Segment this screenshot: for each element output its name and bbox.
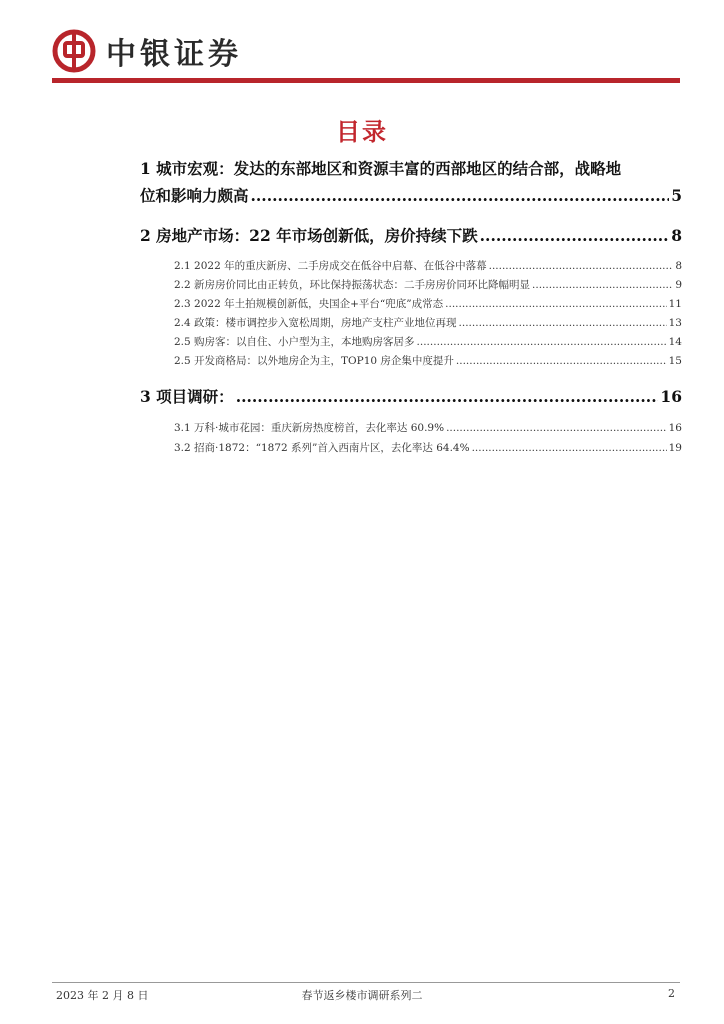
- toc-subsection-title: 2.2 新房房价同比由正转负，环比保持振荡状态：二手房房价同环比降幅明显: [174, 279, 531, 291]
- toc-subsection-2-3[interactable]: [174, 296, 682, 311]
- toc-section-3-page: 16: [660, 387, 682, 406]
- toc-subsection-title: 3.2 招商·1872：“1872 系列”首入西南片区，去化率达 64.4%: [174, 442, 470, 454]
- toc-section-2-title: 2 房地产市场：22 年市场创新低，房价持续下跌: [140, 226, 478, 245]
- toc-section-1-line2: 位和影响力颇高: [140, 186, 249, 205]
- footer-rule: [52, 982, 680, 983]
- toc-subsection-page: 11: [668, 298, 682, 310]
- toc-section-3-title: 3 项目调研：: [140, 387, 234, 406]
- toc-subsection-3-2[interactable]: [174, 440, 682, 455]
- toc-subsection-title: 2.5 开发商格局：以外地房企为主，TOP10 房企集中度提升: [174, 355, 454, 367]
- toc-subsection-2-4[interactable]: [174, 315, 682, 330]
- toc-leader-dots: [480, 226, 670, 245]
- toc-section-1[interactable]: [140, 184, 682, 206]
- toc-leader-dots: [445, 298, 666, 310]
- bank-of-china-logo-icon: [52, 29, 96, 73]
- toc-subsection-2-2[interactable]: [174, 277, 682, 292]
- toc-subsection-page: 8: [675, 260, 682, 272]
- toc-subsection-2-6[interactable]: [174, 353, 682, 368]
- toc-subsection-page: 15: [668, 355, 682, 367]
- toc-subsection-page: 19: [668, 442, 682, 454]
- toc-subsection-page: 14: [668, 336, 682, 348]
- toc-leader-dots: [459, 317, 667, 329]
- toc-subsection-page: 16: [668, 422, 682, 434]
- toc-leader-dots: [251, 186, 670, 205]
- toc-section-2-page: 8: [671, 226, 682, 245]
- toc-subsection-title: 2.5 购房客：以自住、小户型为主，本地购房客居多: [174, 336, 415, 348]
- toc-leader-dots: [446, 422, 667, 434]
- toc-leader-dots: [489, 260, 674, 272]
- toc-subsection-title: 2.4 政策：楼市调控步入宽松周期，房地产支柱产业地位再现: [174, 317, 457, 329]
- toc-subsection-title: 2.3 2022 年土拍规模创新低，央国企+平台“兜底”成常态: [174, 298, 444, 310]
- header-rule: [52, 78, 680, 83]
- toc-leader-dots: [532, 279, 673, 291]
- toc-title: 目录: [336, 117, 388, 146]
- toc-subsection-page: 13: [668, 317, 682, 329]
- footer-page-number: 2: [668, 987, 675, 1000]
- header: [52, 28, 242, 74]
- toc-subsection-3-1[interactable]: [174, 420, 682, 435]
- toc-subsection-2-5[interactable]: [174, 334, 682, 349]
- toc-leader-dots: [456, 355, 667, 367]
- toc-subsection-title: 3.1 万科·城市花园：重庆新房热度榜首，去化率达 60.9%: [174, 422, 445, 434]
- toc-leader-dots: [236, 387, 659, 406]
- toc-leader-dots: [417, 336, 667, 348]
- toc-section-1-page: 5: [671, 186, 682, 205]
- toc-subsection-title: 2.1 2022 年的重庆新房、二手房成交在低谷中启幕、在低谷中落幕: [174, 260, 487, 272]
- toc-leader-dots: [472, 442, 667, 454]
- toc-section-2[interactable]: [140, 224, 682, 246]
- footer-date: 2023 年 2 月 8 日: [56, 989, 149, 1002]
- toc-subsection-2-1[interactable]: [174, 258, 682, 273]
- brand-name: 中银证券: [106, 37, 242, 72]
- toc-section-3[interactable]: [140, 385, 682, 407]
- toc-subsection-page: 9: [675, 279, 682, 291]
- footer-series-title: 春节返乡楼市调研系列二: [301, 989, 423, 1002]
- toc-section-1-line1[interactable]: 1 城市宏观：发达的东部地区和资源丰富的西部地区的结合部，战略地: [140, 159, 622, 178]
